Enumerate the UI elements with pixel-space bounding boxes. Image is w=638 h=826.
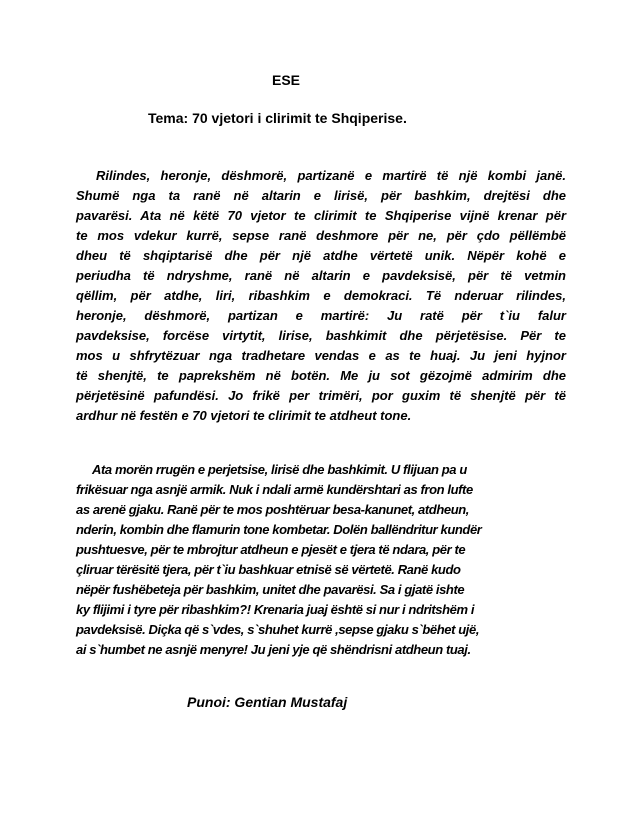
paragraph-1 [76,166,566,426]
paragraph-1-line: mos u shfrytëzuar nga tradhetare vendas e as te huaj. Ju jeni hyjnor [76,348,566,363]
paragraph-2-line: pavdeksisë. Diçka që s`vdes, s`shuhet kurrë ,sepse gjaku s`bëhet ujë, [76,622,480,637]
paragraph-2-line: frikësuar nga asnjë armik. Nuk i ndali armë kundërshtari as fron lufte [76,482,473,497]
paragraph-1-line: qëllim, për atdhe, liri, ribashkim e demokraci. Të nderuar rilindes, [76,288,566,303]
paragraph-1-line: pavdeksise, forcëse virtytit, lirise, bashkimit dhe përjetësise. Për te [76,328,566,343]
paragraph-1-line: heronje, dëshmorë, partizan e martirë: Ju ratë për t`iu falur [76,308,566,323]
document-topic: Tema: 70 vjetori i clirimit te Shqiperise. [148,110,407,126]
paragraph-1-line: Rilindes, heronje, dëshmorë, partizanë e martirë të një kombi janë. [96,168,566,183]
paragraph-2-line: ky flijimi i tyre për ribashkim?! Krenaria juaj është si nur i ndritshëm i [76,602,475,617]
paragraph-2-line: nderin, kombin dhe flamurin tone kombetar. Dolën ballëndritur kundër [76,522,482,537]
paragraph-1-line: ardhur në festën e 70 vjetori te clirimit te atdheut tone. [76,408,412,423]
paragraph-2-line: pushtuesve, për te mbrojtur atdheun e pjesët e tjera të ndara, për te [76,542,466,557]
paragraph-1-line: periudha të ndryshme, ranë në altarin e pavdeksisë, për të vetmin [76,268,566,283]
document-heading: ESE [272,72,301,88]
paragraph-1-line: të shenjtë, te paprekshëm në botën. Me ju sot gëzojmë admirim dhe [76,368,566,383]
author-signature: Punoi: Gentian Mustafaj [187,694,348,710]
paragraph-1-line: te mos vdekur kurrë, sepse ranë deshmore për ne, për çdo pëllëmbë [76,228,566,243]
paragraph-1-line: pavarësi. Ata në këtë 70 vjetor te clirimit te Shqiperise vijnë krenar për [76,208,566,223]
paragraph-2-line: nëpër fushëbeteja për bashkim, unitet dhe pavarësi. Sa i gjatë ishte [76,582,465,597]
paragraph-2-line: ai s`humbet ne asnjë menyre! Ju jeni yje që shëndrisni atdheun tuaj. [76,642,471,657]
paragraph-1-line: dheu të shqiptarisë dhe për një atdhe vërtetë unik. Nëpër kohë e [76,248,566,263]
paragraph-2-line: as arenë gjaku. Ranë për te mos poshtëruar besa-kanunet, atdheun, [76,502,470,517]
paragraph-2 [76,460,562,660]
paragraph-2-line: çliruar tërësitë tjera, për t`iu bashkuar etnisë së vërtetë. Ranë kudo [76,562,461,577]
paragraph-1-line: përjetësinë pafundësi. Jo frikë per trimëri, por guxim të shenjtë për të [76,388,566,403]
paragraph-2-line: Ata morën rrugën e perjetsise, lirisë dhe bashkimit. U flijuan pa u [92,462,467,477]
paragraph-1-line: Shumë nga ta ranë në altarin e lirisë, për bashkim, drejtësi dhe [76,188,566,203]
